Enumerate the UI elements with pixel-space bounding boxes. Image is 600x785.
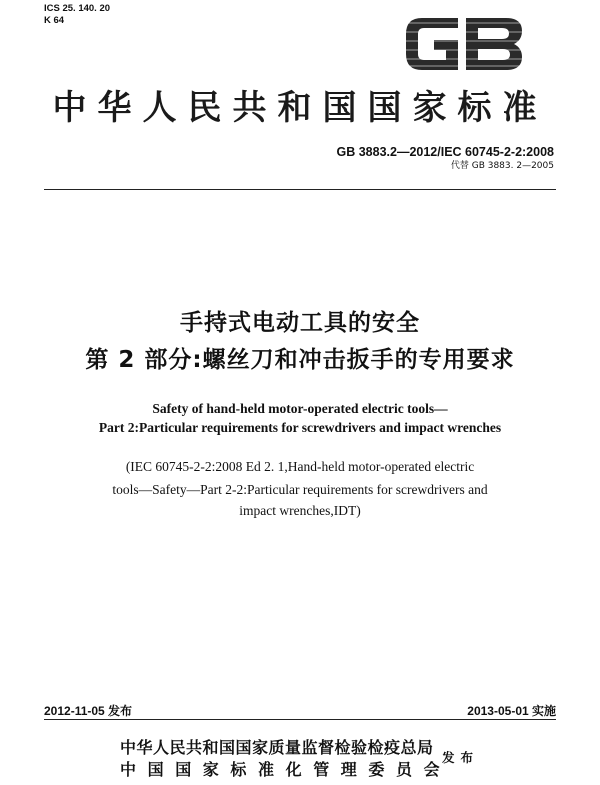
equivalence-line1: (IEC 60745-2-2:2008 Ed 2. 1,Hand-held motor-operated electric [125,459,475,474]
top-divider [44,189,556,190]
equivalence-line3: impact wrenches,IDT) [239,503,361,518]
ics-code: ICS 25. 140. 20 [44,3,111,14]
title-english-line2: Part 2:Particular requirements for screwdrivers and impact wrenches [98,420,502,435]
issue-label: 发布 [442,750,480,765]
issuer-line2: 中国国家标准化管理委员会 [120,760,452,779]
issue-date: 2012-11-05 发布 [44,704,133,718]
title-chinese-line1: 手持式电动工具的安全 [180,310,420,336]
title-chinese-line2: 第 2 部分:螺丝刀和冲击扳手的专用要求 [85,347,515,373]
equivalence-line2: tools—Safety—Part 2-2:Particular requirements for screwdrivers and [112,482,488,497]
issuer-line1: 中华人民共和国国家质量监督检验检疫总局 [120,738,434,757]
title-english-line1: Safety of hand-held motor-operated electric tools— [152,401,448,416]
gb-logo [402,12,526,76]
standard-number: GB 3883.2—2012/IEC 60745-2-2:2008 [336,145,554,159]
standard-type-heading: 中华人民共和国国家标准 [52,88,548,128]
replaces-standard: 代替 GB 3883. 2—2005 [450,161,554,171]
implementation-date: 2013-05-01 实施 [467,704,556,718]
bottom-divider [44,719,556,720]
ccs-code: K 64 [44,15,65,26]
